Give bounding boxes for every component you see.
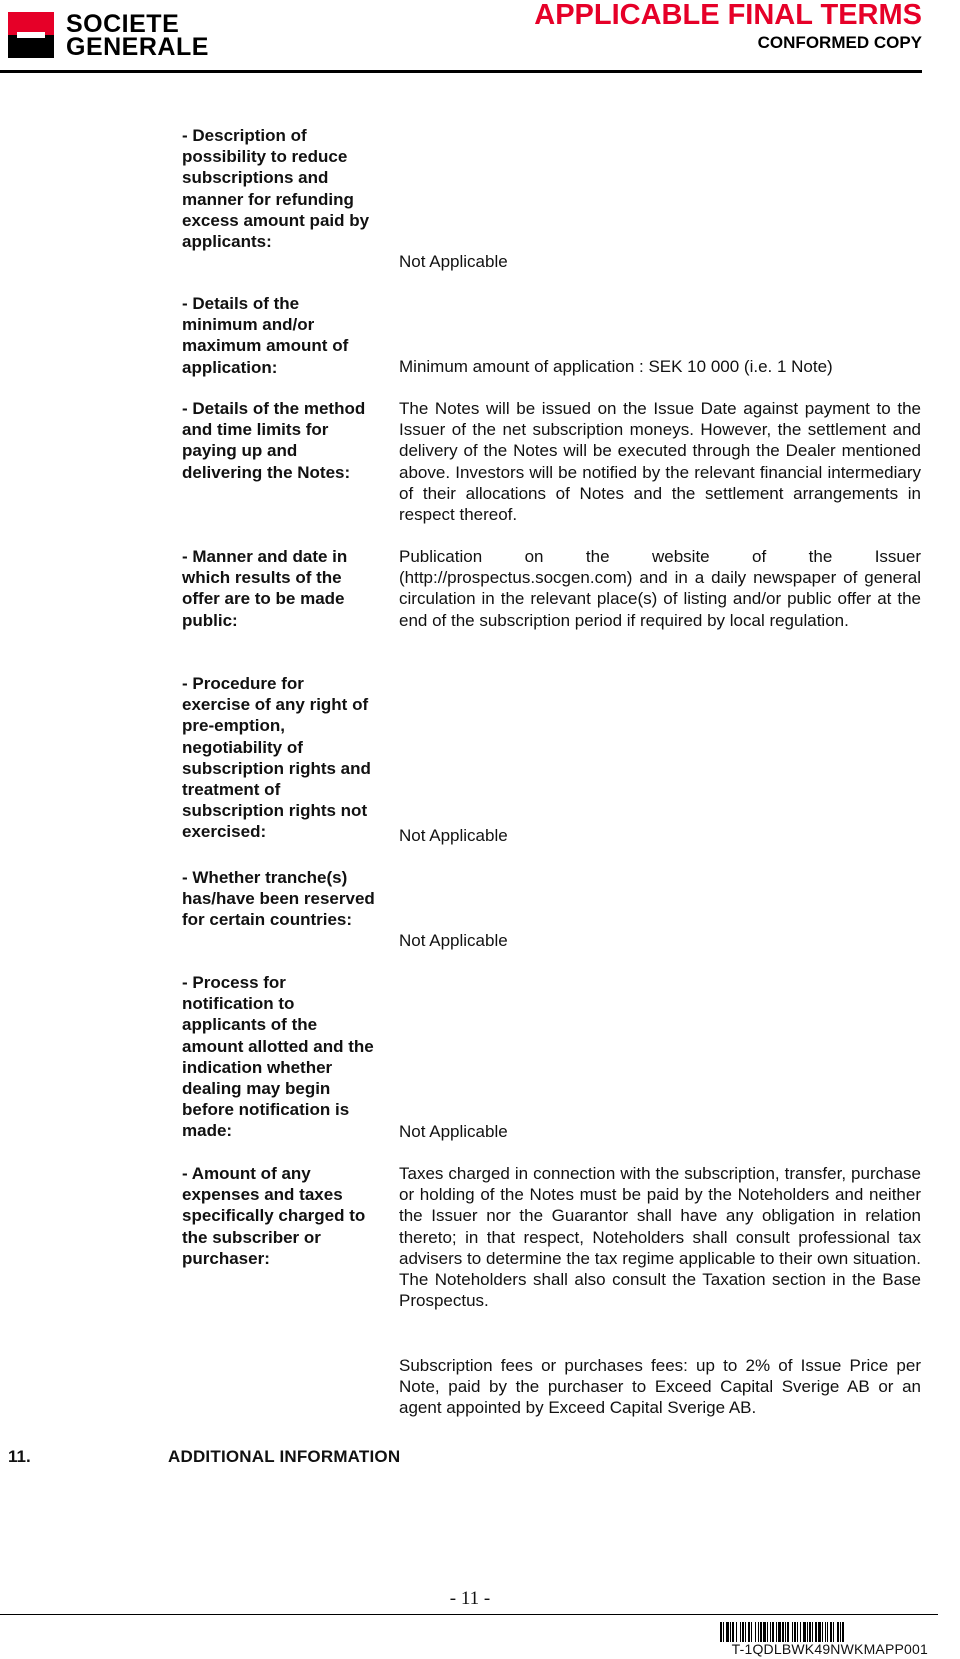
term-label: - Process for notification to applicants of the amount allotted and the indication whether dealing may begin before notification is made:	[182, 973, 374, 1141]
term-value: Not Applicable	[399, 1122, 508, 1141]
barcode-text: T-1QDLBWK49NWKMAPP001	[731, 1641, 928, 1657]
term-label: - Procedure for exercise of any right of pre-emption, negotiability of subscription rights and treatment of subscription rights not exercised:	[182, 674, 371, 842]
footer-divider	[0, 1614, 938, 1615]
document-subtitle: CONFORMED COPY	[757, 33, 922, 52]
page-number: - 11 -	[449, 1588, 491, 1609]
section-number: 11.	[8, 1447, 31, 1466]
document-title: APPLICABLE FINAL TERMS	[534, 0, 922, 31]
page-header	[0, 0, 960, 74]
term-value-fees: Subscription fees or purchases fees: up to 2% of Issue Price per Note, paid by the purchaser to Exceed Capital Sverige AB or an agent appointed by Exceed Capital Sverige AB.	[399, 1356, 921, 1418]
term-label: - Whether tranche(s) has/have been reserved for certain countries:	[182, 868, 375, 930]
term-value: Not Applicable	[399, 931, 508, 950]
header-divider	[0, 70, 922, 73]
term-label: - Details of the method and time limits for paying up and delivering the Notes:	[182, 399, 366, 482]
logo-line-2: GENERALE	[66, 33, 209, 61]
term-label: - Manner and date in which results of the offer are to be made public:	[182, 547, 348, 630]
term-value: Not Applicable	[399, 826, 508, 845]
term-label: - Amount of any expenses and taxes specifically charged to the subscriber or purchaser:	[182, 1164, 366, 1268]
term-value: The Notes will be issued on the Issue Date against payment to the Issuer of the net subscription moneys. However, the settlement and delivery of the Notes will be executed through the Dealer mentioned above. Investors will be notified by the relevant financial intermediary of their allocations of Notes and the settlement arrangements in respect thereof.	[399, 399, 921, 525]
logo-wordmark	[66, 10, 209, 61]
document-title-block	[534, 0, 922, 54]
term-value: Not Applicable	[399, 252, 508, 271]
term-label: - Description of possibility to reduce subscriptions and manner for refunding excess amount paid by applicants:	[182, 126, 370, 252]
section-title: ADDITIONAL INFORMATION	[168, 1447, 401, 1466]
term-label: - Details of the minimum and/or maximum amount of application:	[182, 294, 349, 377]
logo-line-1: SOCIETE	[66, 10, 180, 38]
term-value: Minimum amount of application : SEK 10 000 (i.e. 1 Note)	[399, 357, 833, 376]
barcode-icon	[720, 1622, 926, 1642]
societe-generale-logo	[8, 12, 232, 60]
logo-mark-icon	[8, 12, 54, 58]
term-value: Taxes charged in connection with the subscription, transfer, purchase or holding of the Notes must be paid by the Noteholders and neither the Issuer nor the Guarantor shall have any obligation in relation thereto; in that respect, Noteholders shall consult professional tax advisers to determine the tax regime applicable to their own situation. The Noteholders shall also consult the Taxation section in the Base Prospectus.	[399, 1164, 921, 1311]
barcode-bar	[844, 1622, 845, 1642]
term-value: Publication on the website of the Issuer (http://prospectus.socgen.com) and in a daily newspaper of general circulation in the relevant place(s) of listing and/or public offer at the end of the subscription period if required by local regulation.	[399, 547, 921, 630]
